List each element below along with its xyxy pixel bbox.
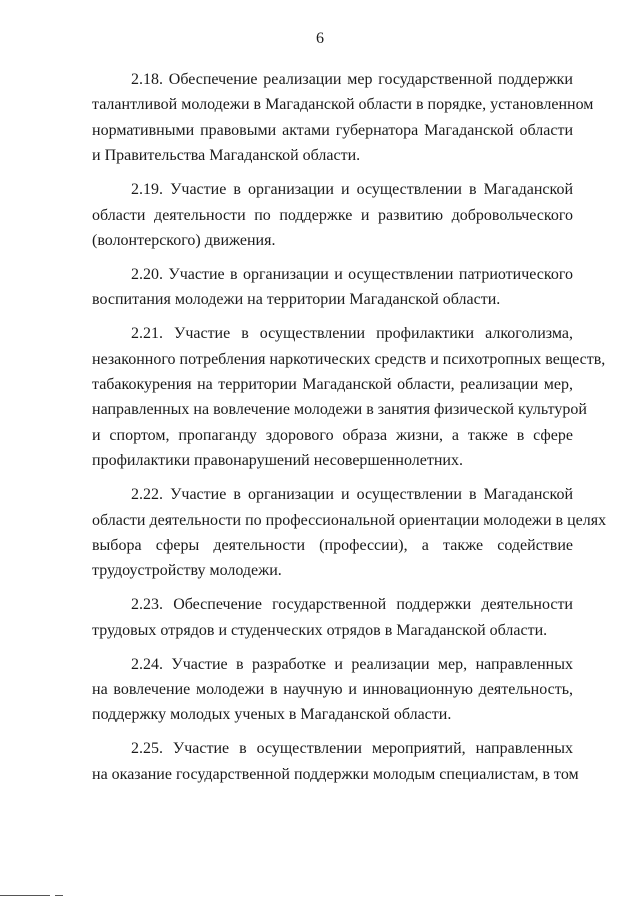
paragraph-line: выбора сферы деятельности (профессии), а также содействие xyxy=(92,536,573,554)
paragraph-line: 2.20. Участие в организации и осуществлении патриотического xyxy=(131,265,573,283)
paragraph-line: на вовлечение молодежи в научную и инновационную деятельность, xyxy=(92,680,573,698)
paragraph-line: 2.25. Участие в осуществлении мероприятий, направленных xyxy=(131,740,573,758)
paragraph xyxy=(92,652,573,728)
paragraph-line: на оказание государственной поддержки молодым специалистам, в том xyxy=(92,765,579,783)
paragraph-line: профилактики правонарушений несовершеннолетних. xyxy=(92,452,463,470)
paragraph-line: 2.18. Обеспечение реализации мер государственной поддержки xyxy=(131,71,573,88)
paragraph-line: трудовых отрядов и студенческих отрядов в Магаданской области. xyxy=(92,621,548,639)
paragraph xyxy=(92,262,573,313)
paragraph-line: талантливой молодежи в Магаданской области в порядке, установленном xyxy=(92,96,594,114)
paragraph-line: воспитания молодежи на территории Магаданской области. xyxy=(92,291,501,309)
paragraph-line: области деятельности по профессиональной ориентации молодежи в целях xyxy=(92,511,607,529)
document-body xyxy=(92,67,607,796)
paragraph-line: и Правительства Магаданской области. xyxy=(92,147,361,165)
paragraph-line: и спортом, пропаганду здорового образа жизни, а также в сфере xyxy=(92,426,573,444)
footer-rule-short xyxy=(55,895,63,896)
paragraph-line: поддержку молодых ученых в Магаданской области. xyxy=(92,706,452,724)
paragraph-line: трудоустройству молодежи. xyxy=(92,562,282,580)
paragraph-line: 2.22. Участие в организации и осуществлении в Магаданской xyxy=(131,486,573,504)
page-number: 6 xyxy=(316,30,324,47)
paragraph xyxy=(92,736,579,787)
paragraph-line: (волонтерского) движения. xyxy=(92,231,276,249)
paragraph-line: 2.23. Обеспечение государственной поддержки деятельности xyxy=(131,596,573,614)
footer-rule xyxy=(0,895,50,896)
paragraph xyxy=(92,67,594,169)
paragraph-line: табакокурения на территории Магаданской области, реализации мер, xyxy=(92,375,573,393)
paragraph-line: 2.21. Участие в осуществлении профилактики алкоголизма, xyxy=(131,325,573,343)
paragraph xyxy=(92,321,606,473)
paragraph-line: 2.24. Участие в разработке и реализации мер, направленных xyxy=(131,655,573,673)
paragraph-line: нормативными правовыми актами губернатора Магаданской области xyxy=(92,121,573,139)
paragraph xyxy=(92,482,607,584)
paragraph xyxy=(92,592,573,643)
paragraph-line: направленных на вовлечение молодежи в занятия физической культурой xyxy=(92,401,587,419)
paragraph xyxy=(92,177,573,253)
paragraph-line: незаконного потребления наркотических средств и психотропных веществ, xyxy=(92,350,606,368)
paragraph-line: 2.19. Участие в организации и осуществлении в Магаданской xyxy=(131,181,573,199)
paragraph-line: области деятельности по поддержке и развитию добровольческого xyxy=(92,206,573,224)
